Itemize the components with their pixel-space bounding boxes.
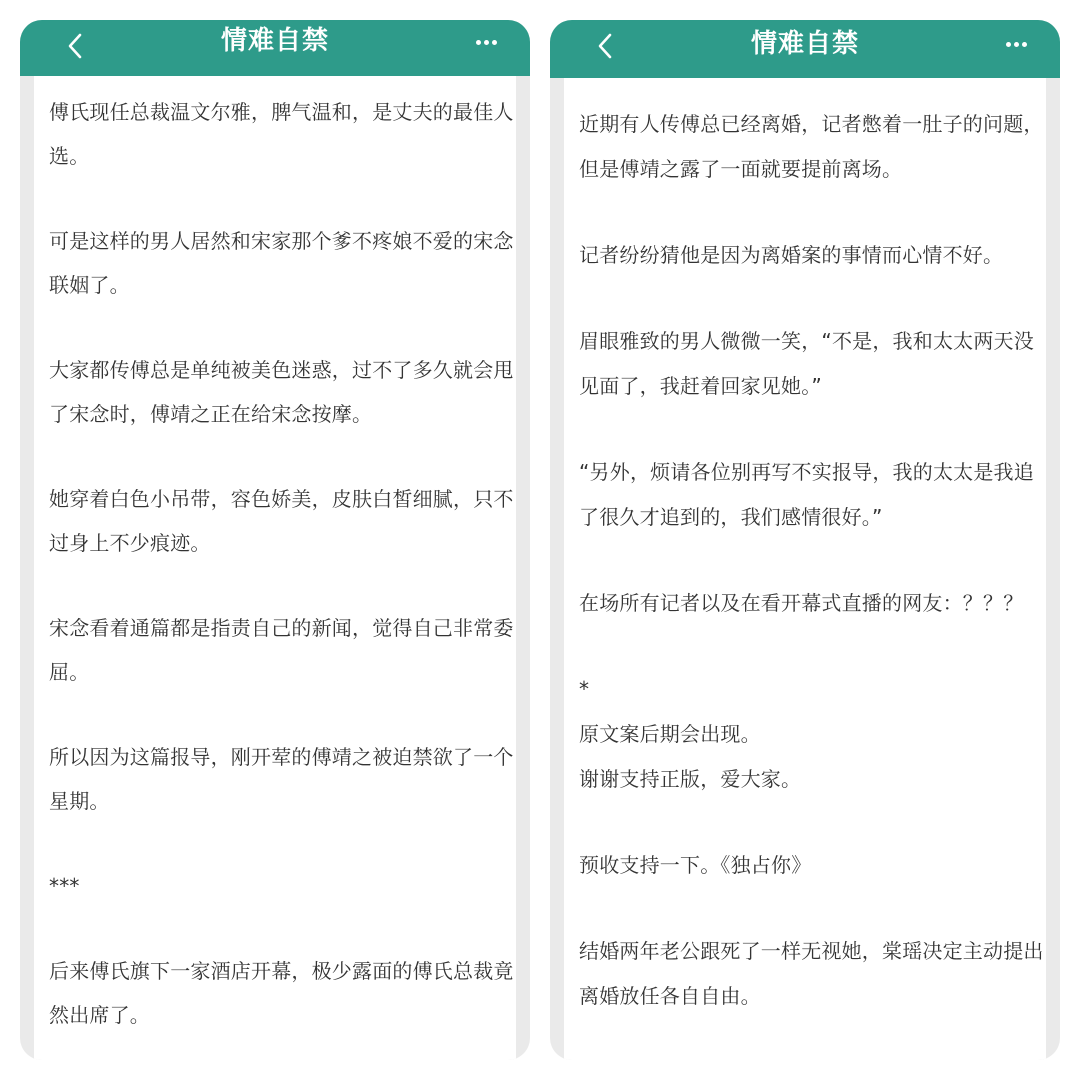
paragraph: 宋念看着通篇都是指责自己的新闻，觉得自己非常委屈。 <box>49 616 514 684</box>
book-title: 情难自禁 <box>220 26 329 56</box>
paragraph: 眉眼雅致的男人微微一笑，“不是，我和太太两天没见面了，我赶着回家见她。” <box>579 329 1034 398</box>
chapter-text <box>34 76 516 1060</box>
reader-panel-right <box>550 20 1060 1060</box>
section-divider: *** <box>49 874 80 898</box>
paragraph: 预收支持一下。《独占你》 <box>579 853 812 877</box>
more-button[interactable] <box>466 30 506 54</box>
chapter-text <box>564 78 1046 1060</box>
paragraph: 可是这样的男人居然和宋家那个爹不疼娘不爱的宋念联姻了。 <box>49 229 514 297</box>
note-line: 原文案后期会出现。 <box>579 722 761 746</box>
paragraph: “另外，烦请各位别再写不实报导，我的太太是我追了很久才追到的，我们感情很好。” <box>579 460 1034 529</box>
more-dots-icon <box>1006 42 1027 47</box>
paragraph: 所以因为这篇报导，刚开荤的傅靖之被迫禁欲了一个星期。 <box>49 745 514 813</box>
paragraph: 她穿着白色小吊带，容色娇美，皮肤白皙细腻，只不过身上不少痕迹。 <box>49 487 514 555</box>
note-line: 谢谢支持正版，爱大家。 <box>579 767 802 791</box>
paragraph: 傅氏现任总裁温文尔雅，脾气温和，是丈夫的最佳人选。 <box>49 100 514 168</box>
paragraph: 近期有人传傅总已经离婚，记者憋着一肚子的问题，但是傅靖之露了一面就要提前离场。 <box>579 112 1044 181</box>
paragraph: 在场所有记者以及在看开幕式直播的网友：？？？ <box>579 591 1024 615</box>
paragraph: 记者纷纷猜他是因为离婚案的事情而心情不好。 <box>579 243 1004 267</box>
book-title: 情难自禁 <box>750 29 859 59</box>
reader-panel-left <box>20 20 530 1060</box>
paragraph: 大家都传傅总是单纯被美色迷惑，过不了多久就会甩了宋念时，傅靖之正在给宋念按摩。 <box>49 358 514 426</box>
more-dots-icon <box>476 40 497 45</box>
paragraph: 结婚两年老公跟死了一样无视她，棠瑶决定主动提出离婚放任各自自由。 <box>579 939 1044 1008</box>
top-bar <box>20 20 530 76</box>
top-bar <box>550 20 1060 78</box>
more-button[interactable] <box>996 32 1036 56</box>
paragraph: 后来傅氏旗下一家酒店开幕，极少露面的傅氏总裁竟然出席了。 <box>49 959 514 1027</box>
note-line: * <box>579 677 590 701</box>
